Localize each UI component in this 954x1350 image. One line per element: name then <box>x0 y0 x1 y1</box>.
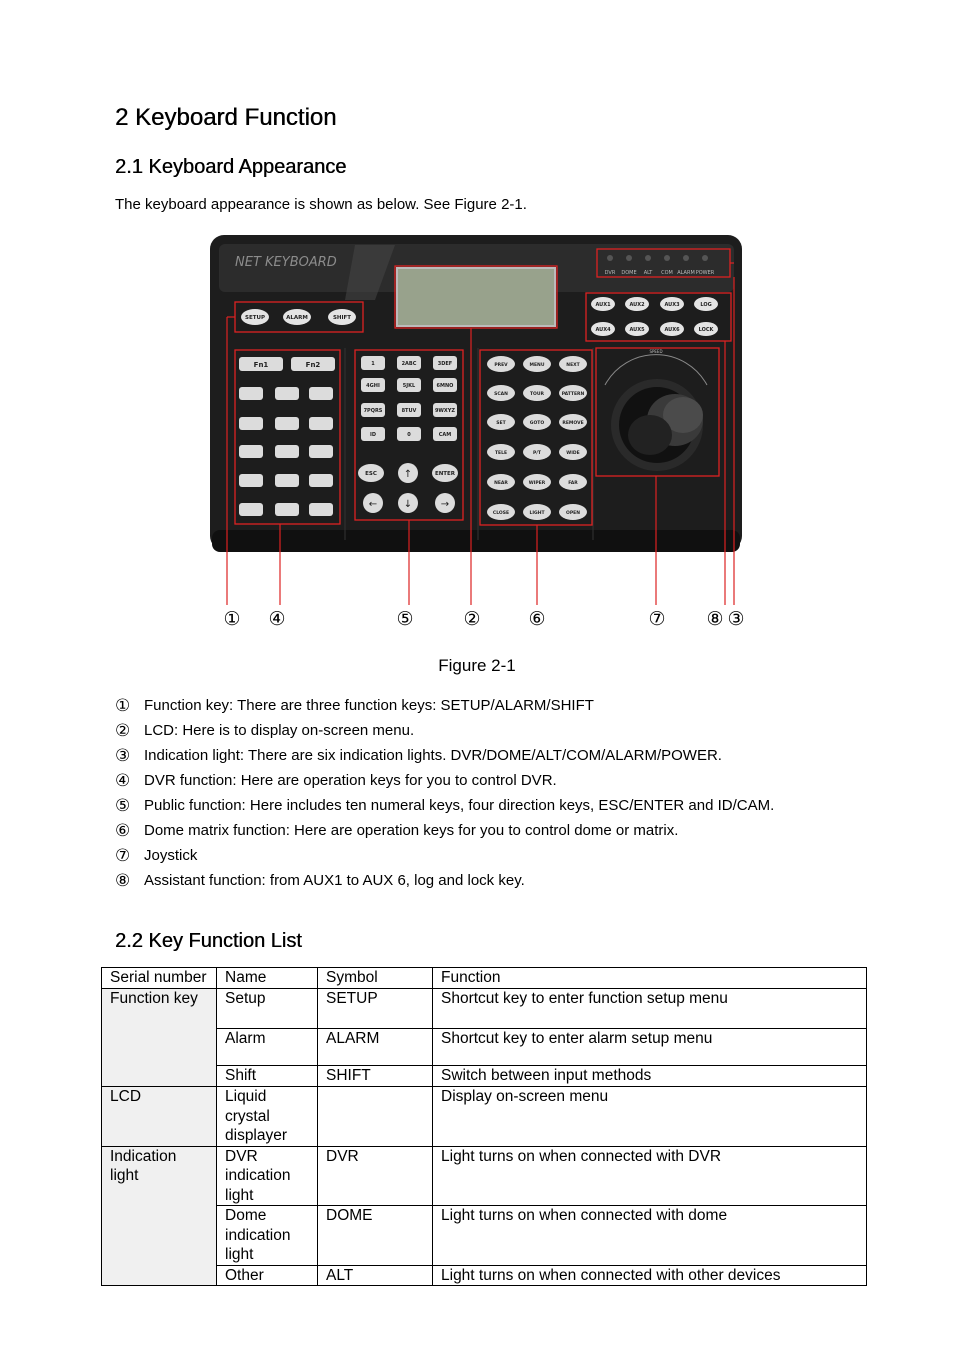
callout-3: ③ <box>727 608 745 630</box>
legend-text: LCD: Here is to display on-screen menu. <box>144 722 415 739</box>
name-cell: Liquid crystal displayer <box>217 1087 318 1147</box>
legend-text: Assistant function: from AUX1 to AUX 6, log and lock key. <box>144 872 525 889</box>
callout-numbers <box>223 608 744 630</box>
indicator-label: DOME <box>621 270 637 276</box>
indicator-label: DVR <box>604 270 616 276</box>
name-cell: Dome indication light <box>217 1206 318 1266</box>
legend-item <box>115 694 838 718</box>
symbol-cell: SHIFT <box>318 1066 433 1087</box>
indicator-label: POWER <box>695 270 715 276</box>
dome-key: REMOVE <box>562 421 584 426</box>
dome-key: SET <box>496 421 506 426</box>
legend-number: ⑤ <box>115 796 131 815</box>
symbol-cell: ALARM <box>318 1029 433 1066</box>
numeric-key: 7PQRS <box>363 408 383 414</box>
legend-number: ③ <box>115 746 131 765</box>
table-row <box>102 1146 867 1206</box>
callout-2: ② <box>463 608 481 630</box>
dome-key: GOTO <box>529 421 545 426</box>
keyboard-figure <box>205 230 765 640</box>
symbol-cell: ALT <box>318 1265 433 1286</box>
dome-key: MENU <box>529 363 545 368</box>
name-cell: Setup <box>217 989 318 1029</box>
callout-4: ④ <box>268 608 286 630</box>
dome-key: NEAR <box>494 481 508 486</box>
dome-key: PATTERN <box>561 392 585 397</box>
aux-key: AUX3 <box>664 302 680 308</box>
legend-text: Dome matrix function: Here are operation keys for you to control dome or matrix. <box>144 822 679 839</box>
header-function: Function <box>433 968 867 989</box>
symbol-cell: DOME <box>318 1206 433 1266</box>
table-row <box>102 1265 867 1286</box>
numeric-key: ID <box>369 432 377 438</box>
svg-text:↑: ↑ <box>403 469 413 480</box>
symbol-cell <box>318 1087 433 1147</box>
callout-1: ① <box>223 608 241 630</box>
numeric-key: 0 <box>407 432 411 438</box>
aux-key: AUX1 <box>595 302 611 308</box>
keyboard-lcd-title: NET KEYBOARD <box>235 255 337 270</box>
function-keys <box>241 309 356 325</box>
legend-item <box>115 769 838 793</box>
serial-cell: Indication light <box>102 1146 217 1286</box>
section-title-appearance: 2.1 Keyboard Appearance <box>115 156 347 178</box>
serial-cell: LCD <box>102 1087 217 1147</box>
legend-item <box>115 794 838 818</box>
svg-text:←: ← <box>368 499 378 510</box>
legend-number: ⑦ <box>115 846 131 865</box>
callout-8: ⑧ <box>706 608 724 630</box>
header-serial: Serial number <box>102 968 217 989</box>
setup-key: SETUP <box>245 315 265 321</box>
dome-key: P/T <box>532 451 542 456</box>
svg-text:→: → <box>440 499 450 510</box>
name-cell: DVR indication light <box>217 1146 318 1206</box>
dome-key: WIPER <box>528 481 546 486</box>
numeric-key: 9WXYZ <box>434 408 456 414</box>
callout-7: ⑦ <box>648 608 666 630</box>
aux-key: AUX2 <box>629 302 645 308</box>
dome-key: WIDE <box>566 451 580 456</box>
table-row <box>102 1206 867 1266</box>
alarm-key: ALARM <box>286 315 308 321</box>
numeric-key: 4GHI <box>366 383 380 389</box>
numeric-key: 2ABC <box>401 361 417 367</box>
figure-caption: Figure 2-1 <box>438 656 516 675</box>
esc-key: ESC <box>365 471 377 477</box>
chapter-title: 2 Keyboard Function <box>115 104 337 131</box>
dome-key: SCAN <box>494 392 508 397</box>
dome-key: PREV <box>494 363 508 368</box>
callout-6: ⑥ <box>528 608 546 630</box>
aux-key: AUX5 <box>629 327 645 333</box>
function-cell: Light turns on when connected with DVR <box>433 1146 867 1206</box>
fn2-key: Fn2 <box>305 361 321 369</box>
dome-key: CLOSE <box>492 511 510 516</box>
aux-key: AUX6 <box>664 327 680 333</box>
symbol-cell: DVR <box>318 1146 433 1206</box>
function-cell: Shortcut key to enter alarm setup menu <box>433 1029 867 1066</box>
symbol-cell: SETUP <box>318 989 433 1029</box>
table-row <box>102 1087 867 1147</box>
callout-5: ⑤ <box>396 608 414 630</box>
numeric-key: 5JKL <box>402 383 416 389</box>
dome-key: FAR <box>568 481 578 486</box>
header-name: Name <box>217 968 318 989</box>
dome-key: LIGHT <box>529 511 545 516</box>
section-title-key-list: 2.2 Key Function List <box>115 930 302 952</box>
fn1-key: Fn1 <box>253 361 269 369</box>
legend-number: ② <box>115 721 131 740</box>
legend-number: ⑧ <box>115 871 131 890</box>
table-row <box>102 1066 867 1087</box>
numeric-key: 6MNO <box>436 383 454 389</box>
lock-key: LOCK <box>698 327 714 333</box>
indicator-label: ALARM <box>677 270 695 276</box>
table-header-row <box>102 968 867 989</box>
function-cell: Switch between input methods <box>433 1066 867 1087</box>
dome-key: NEXT <box>566 363 580 368</box>
legend-text: Joystick <box>144 847 198 864</box>
table-row <box>102 989 867 1029</box>
legend-text: Public function: Here includes ten numeral keys, four direction keys, ESC/ENTER and ID/CAM. <box>144 797 775 814</box>
function-cell: Light turns on when connected with other devices <box>433 1265 867 1286</box>
numeric-key: 3DEF <box>437 361 453 367</box>
indicator-label: COM <box>661 270 673 276</box>
name-cell: Other <box>217 1265 318 1286</box>
name-cell: Alarm <box>217 1029 318 1066</box>
legend-item <box>115 819 838 843</box>
legend-item <box>115 844 838 868</box>
table-row <box>102 1029 867 1066</box>
legend-number: ⑥ <box>115 821 131 840</box>
shift-key: SHIFT <box>332 315 352 321</box>
dome-key: OPEN <box>566 511 580 516</box>
dome-key: TOUR <box>529 392 545 397</box>
key-function-table <box>101 967 867 1286</box>
legend-number: ④ <box>115 771 131 790</box>
legend-item <box>115 744 838 768</box>
function-cell: Display on-screen menu <box>433 1087 867 1147</box>
numeric-key: CAM <box>438 432 452 438</box>
intro-text: The keyboard appearance is shown as below. See Figure 2-1. <box>115 196 527 213</box>
enter-key: ENTER <box>434 471 456 477</box>
dome-key: TELE <box>494 451 508 456</box>
legend-text: DVR function: Here are operation keys for you to control DVR. <box>144 772 557 789</box>
aux-key: AUX4 <box>595 327 611 333</box>
numeric-key: 8TUV <box>401 408 417 414</box>
function-cell: Light turns on when connected with dome <box>433 1206 867 1266</box>
legend-text: Indication light: There are six indication lights. DVR/DOME/ALT/COM/ALARM/POWER. <box>144 747 722 764</box>
log-key: LOG <box>700 302 712 308</box>
joystick-speed-label: SPEED <box>649 349 663 354</box>
legend-text: Function key: There are three function keys: SETUP/ALARM/SHIFT <box>144 697 594 714</box>
legend-item <box>115 719 838 743</box>
legend-list <box>115 694 838 894</box>
indicator-label: ALT <box>643 270 653 276</box>
header-symbol: Symbol <box>318 968 433 989</box>
lcd-screen <box>397 268 555 326</box>
serial-cell: Function key <box>102 989 217 1087</box>
legend-number: ① <box>115 696 131 715</box>
name-cell: Shift <box>217 1066 318 1087</box>
svg-text:↓: ↓ <box>403 499 413 510</box>
numeric-key: 1 <box>371 361 375 367</box>
legend-item <box>115 869 838 893</box>
function-cell: Shortcut key to enter function setup menu <box>433 989 867 1029</box>
